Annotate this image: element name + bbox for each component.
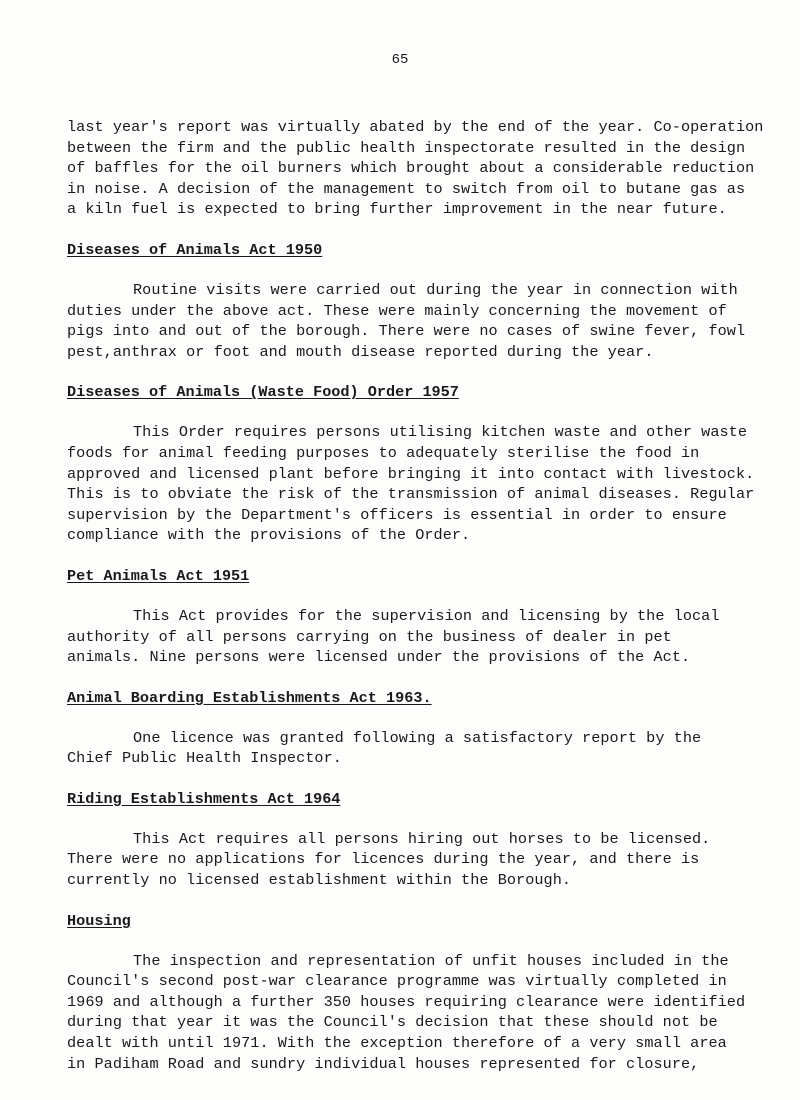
paragraph-line: This Act requires all persons hiring out horses to be licensed. [133,829,711,848]
paragraph-line: of baffles for the oil burners which brought about a considerable reduction [67,159,755,178]
paragraph-line: This Order requires persons utilising kitchen waste and other waste [133,423,747,442]
paragraph-line: 1969 and although a further 350 houses requiring clearance were identified [67,992,746,1011]
paragraph-line: foods for animal feeding purposes to adequately sterilise the food in [67,443,700,462]
paragraph-line: This is to obviate the risk of the transmission of animal diseases. Regular [67,485,755,504]
section-heading-housing: Housing [67,911,131,930]
section-paragraph [67,280,767,362]
section-paragraph [67,728,767,769]
paragraph-line: One licence was granted following a satisfactory report by the [133,728,702,747]
paragraph-line: This Act provides for the supervision and licensing by the local [133,606,720,625]
paragraph-line: in Padiham Road and sundry individual houses represented for closure, [67,1054,700,1073]
paragraph-line: during that year it was the Council's decision that these should not be [67,1013,718,1032]
section-paragraph [67,829,767,891]
section-paragraph [67,951,767,1075]
paragraph-line: between the firm and the public health inspectorate resulted in the design [67,138,746,157]
paragraph-line: pigs into and out of the borough. There were no cases of swine fever, fowl [67,322,746,341]
opening-paragraph [67,117,767,220]
paragraph-line: currently no licensed establishment within the Borough. [67,871,572,890]
paragraph-line: last year's report was virtually abated by the end of the year. Co-operation [67,118,764,136]
section-heading-animal-boarding-act: Animal Boarding Establishments Act 1963. [67,688,432,707]
paragraph-line: The inspection and representation of unfit houses included in the [133,951,729,970]
section-heading-riding-establishments-act: Riding Establishments Act 1964 [67,789,341,808]
paragraph-line: in noise. A decision of the management to switch from oil to butane gas as [67,179,746,198]
paragraph-line: supervision by the Department's officers is essential in order to ensure [67,505,727,524]
section-heading-pet-animals-act: Pet Animals Act 1951 [67,566,250,585]
paragraph-line: approved and licensed plant before bringing it into contact with livestock. [67,464,755,483]
paragraph-line: There were no applications for licences during the year, and there is [67,850,700,869]
paragraph-line: authority of all persons carrying on the business of dealer in pet [67,627,672,646]
paragraph-line: Chief Public Health Inspector. [67,749,342,768]
section-heading-diseases-of-animals-act: Diseases of Animals Act 1950 [67,240,323,259]
section-paragraph [67,606,767,668]
paragraph-line: duties under the above act. These were mainly concerning the movement of [67,301,727,320]
section-heading-waste-food-order: Diseases of Animals (Waste Food) Order 1957 [67,383,459,402]
paragraph-line: Routine visits were carried out during the year in connection with [133,280,738,299]
page-number: 65 [391,52,409,68]
paragraph-line: a kiln fuel is expected to bring further improvement in the near future. [67,200,727,219]
document-body [67,117,767,1074]
paragraph-line: pest,anthrax or foot and mouth disease reported during the year. [67,342,654,361]
section-paragraph [67,422,767,546]
paragraph-line: compliance with the provisions of the Order. [67,526,471,545]
paragraph-line: Council's second post-war clearance programme was virtually completed in [67,972,727,991]
paragraph-line: animals. Nine persons were licensed under the provisions of the Act. [67,648,691,667]
paragraph-line: dealt with until 1971. With the exception therefore of a very small area [67,1034,727,1053]
